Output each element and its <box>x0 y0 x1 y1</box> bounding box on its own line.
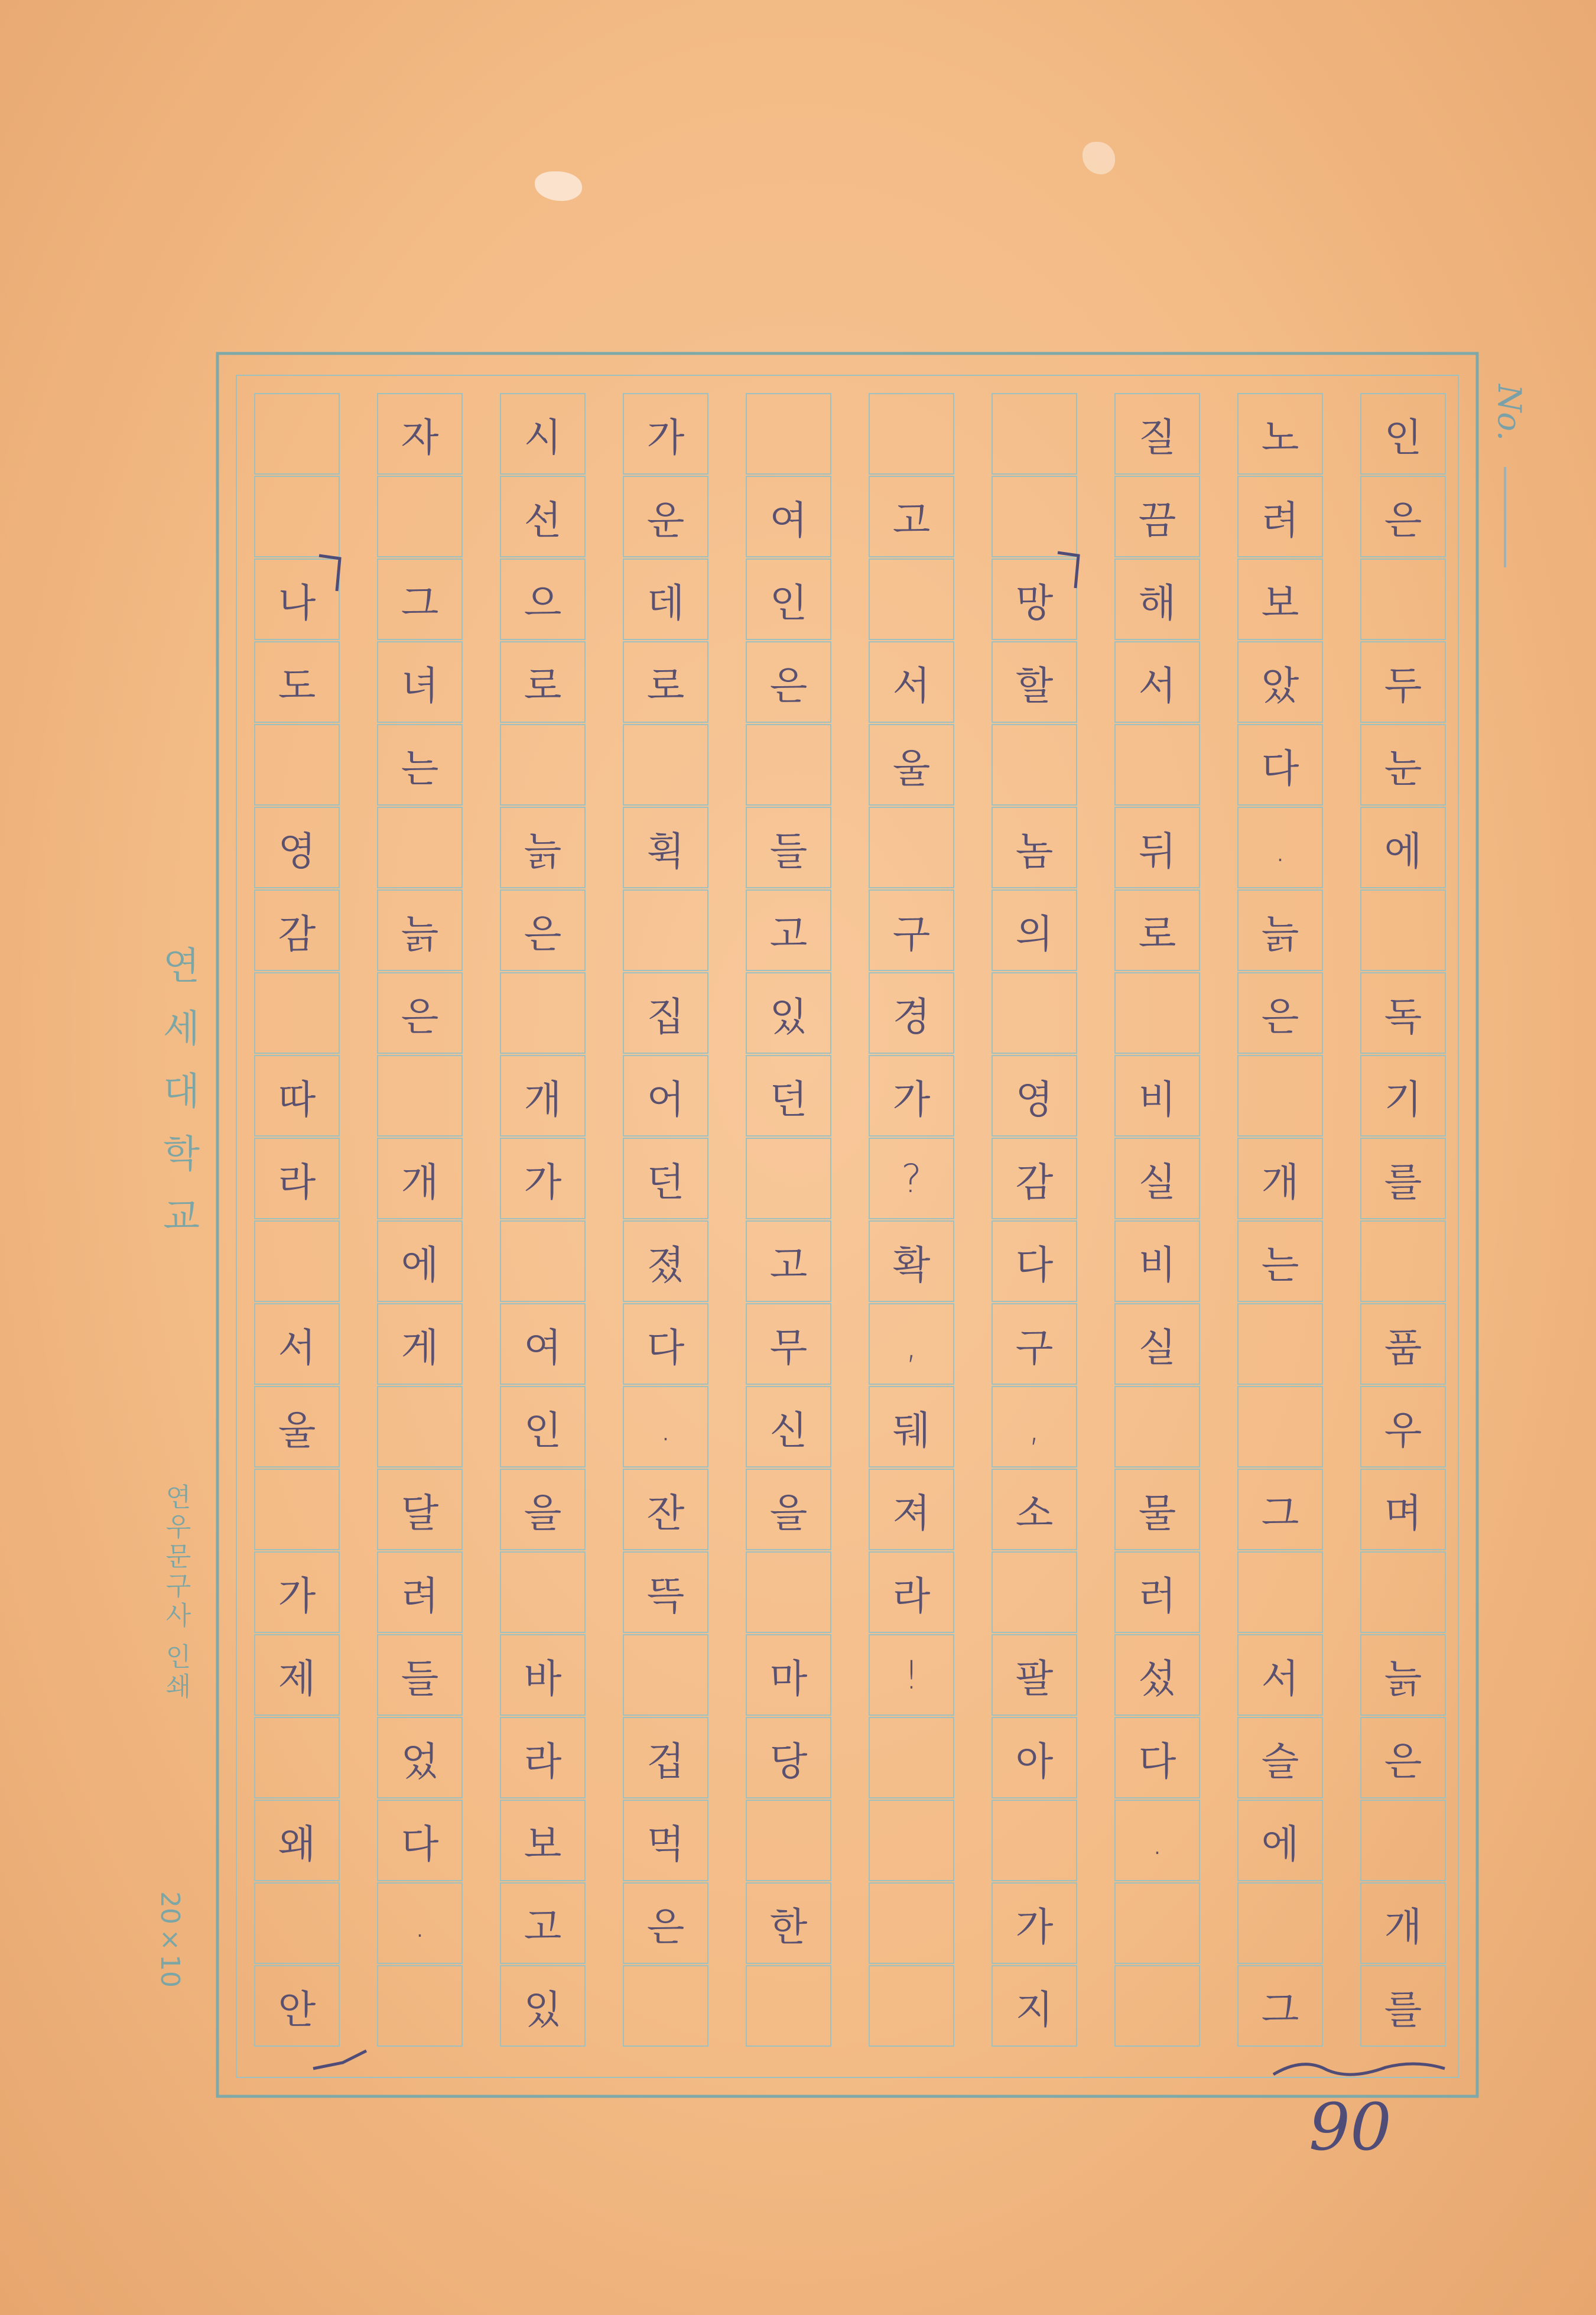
manuscript-cell: 고 <box>869 476 954 557</box>
manuscript-cell: 들 <box>746 807 831 888</box>
manuscript-cell: 늙 <box>1237 889 1323 971</box>
manuscript-cell: 먹 <box>623 1800 708 1881</box>
paper-size-label: 20×10 <box>155 1891 185 1988</box>
manuscript-cell <box>1360 559 1446 640</box>
manuscript-cell <box>869 559 954 640</box>
manuscript-cell: . <box>1114 1800 1200 1881</box>
manuscript-cell: 해 <box>1114 559 1200 640</box>
manuscript-cell: 비 <box>1114 1055 1200 1137</box>
manuscript-cell: 시 <box>500 393 586 475</box>
manuscript-cell: 가 <box>623 393 708 475</box>
manuscript-cell <box>746 1800 831 1881</box>
manuscript-cell <box>623 1634 708 1716</box>
manuscript-cell: 늙 <box>377 889 463 971</box>
manuscript-cell: 노 <box>1237 393 1323 475</box>
manuscript-cell: 제 <box>254 1634 340 1716</box>
manuscript-cell: 가 <box>992 1882 1077 1964</box>
manuscript-cell <box>746 1551 831 1633</box>
manuscript-cell: 도 <box>254 641 340 723</box>
manuscript-cell <box>1114 1965 1200 2047</box>
manuscript-cell: 실 <box>1114 1303 1200 1385</box>
manuscript-cell: 그 <box>377 559 463 640</box>
manuscript-cell: 기 <box>1360 1055 1446 1137</box>
manuscript-cell: 그 <box>1237 1469 1323 1550</box>
manuscript-cell <box>377 807 463 888</box>
manuscript-column <box>1360 393 1447 2051</box>
manuscript-cell: 울 <box>869 724 954 806</box>
manuscript-cell <box>992 724 1077 806</box>
manuscript-cell: 로 <box>623 641 708 723</box>
manuscript-cell: 망 <box>992 559 1077 640</box>
manuscript-cell: 에 <box>377 1220 463 1302</box>
insertion-mark-icon <box>313 550 349 597</box>
manuscript-cell: 보 <box>1237 559 1323 640</box>
manuscript-cell <box>1237 1882 1323 1964</box>
manuscript-cell <box>623 889 708 971</box>
manuscript-cell: 로 <box>500 641 586 723</box>
manuscript-cell: 은 <box>500 889 586 971</box>
manuscript-cell <box>500 1220 586 1302</box>
manuscript-cell: 뒤 <box>1114 807 1200 888</box>
manuscript-cell: 서 <box>254 1303 340 1385</box>
manuscript-cell: 던 <box>746 1055 831 1137</box>
manuscript-cell: 비 <box>1114 1220 1200 1302</box>
manuscript-cell <box>1237 1303 1323 1385</box>
manuscript-cell <box>254 1882 340 1964</box>
manuscript-cell: 다 <box>1114 1717 1200 1798</box>
manuscript-cell: ? <box>869 1138 954 1219</box>
manuscript-cell: 왜 <box>254 1800 340 1881</box>
manuscript-cell: 할 <box>992 641 1077 723</box>
manuscript-cell: 당 <box>746 1717 831 1798</box>
manuscript-cell: 개 <box>377 1138 463 1219</box>
paper-tear-mark <box>535 171 582 201</box>
manuscript-cell: 개 <box>500 1055 586 1137</box>
manuscript-cell: 서 <box>1237 1634 1323 1716</box>
manuscript-cell: 여 <box>500 1303 586 1385</box>
manuscript-cell: 져 <box>869 1469 954 1550</box>
manuscript-cell <box>869 1965 954 2047</box>
edit-mark-icon <box>307 2039 378 2074</box>
manuscript-cell <box>992 1800 1077 1881</box>
manuscript-cell: 구 <box>992 1303 1077 1385</box>
manuscript-cell: , <box>869 1303 954 1385</box>
manuscript-cell: 로 <box>1114 889 1200 971</box>
page-no-line <box>1504 467 1506 567</box>
manuscript-cell: 은 <box>1360 476 1446 557</box>
printer-credit: 연우문구사 인쇄 <box>161 1483 191 1702</box>
manuscript-cell: 지 <box>992 1965 1077 2047</box>
edit-mark-icon <box>1267 2033 1457 2086</box>
manuscript-cell <box>377 1386 463 1467</box>
manuscript-cell: ! <box>869 1634 954 1716</box>
manuscript-cell: . <box>377 1882 463 1964</box>
manuscript-cell: , <box>992 1386 1077 1467</box>
manuscript-cell: 안 <box>254 1965 340 2047</box>
manuscript-cell: 서 <box>869 641 954 723</box>
manuscript-cell <box>254 1220 340 1302</box>
manuscript-cell: 영 <box>254 807 340 888</box>
manuscript-cell: 경 <box>869 972 954 1054</box>
insertion-mark-icon <box>1052 547 1087 594</box>
manuscript-cell <box>500 1551 586 1633</box>
manuscript-cell: 뒈 <box>869 1386 954 1467</box>
manuscript-cell <box>746 1138 831 1219</box>
manuscript-column <box>1237 393 1324 2051</box>
manuscript-cell: 있 <box>500 1965 586 2047</box>
manuscript-cell: 던 <box>623 1138 708 1219</box>
manuscript-cell <box>254 972 340 1054</box>
manuscript-cell: 겁 <box>623 1717 708 1798</box>
manuscript-cell: 다 <box>992 1220 1077 1302</box>
manuscript-cell <box>1360 1800 1446 1881</box>
manuscript-cell: 서 <box>1114 641 1200 723</box>
manuscript-cell: 은 <box>746 641 831 723</box>
manuscript-cell: 질 <box>1114 393 1200 475</box>
manuscript-cell <box>1114 1882 1200 1964</box>
manuscript-cell: 는 <box>377 724 463 806</box>
manuscript-cell: 늙 <box>500 807 586 888</box>
manuscript-cell: 려 <box>1237 476 1323 557</box>
manuscript-cell: 고 <box>500 1882 586 1964</box>
manuscript-cell: 마 <box>746 1634 831 1716</box>
manuscript-cell: 보 <box>500 1800 586 1881</box>
manuscript-cell: 다 <box>377 1800 463 1881</box>
manuscript-cell: 나 <box>254 559 340 640</box>
manuscript-cell <box>1237 1551 1323 1633</box>
manuscript-cell <box>869 807 954 888</box>
manuscript-cell: 며 <box>1360 1469 1446 1550</box>
manuscript-cell: 고 <box>746 1220 831 1302</box>
manuscript-cell <box>1360 1551 1446 1633</box>
manuscript-cell: 놈 <box>992 807 1077 888</box>
manuscript-cell: 게 <box>377 1303 463 1385</box>
paper-tear-mark <box>1083 142 1115 174</box>
manuscript-cell: 실 <box>1114 1138 1200 1219</box>
manuscript-cell: 인 <box>500 1386 586 1467</box>
manuscript-cell: 한 <box>746 1882 831 1964</box>
manuscript-cell <box>869 1800 954 1881</box>
manuscript-column <box>254 393 341 2051</box>
manuscript-cell: 집 <box>623 972 708 1054</box>
manuscript-cell: 으 <box>500 559 586 640</box>
manuscript-cell <box>1114 972 1200 1054</box>
manuscript-cell: 팔 <box>992 1634 1077 1716</box>
manuscript-cell: 고 <box>746 889 831 971</box>
manuscript-cell <box>623 724 708 806</box>
manuscript-cell: 운 <box>623 476 708 557</box>
manuscript-cell <box>1114 724 1200 806</box>
manuscript-cell <box>746 724 831 806</box>
manuscript-cell: 는 <box>1237 1220 1323 1302</box>
manuscript-cell: 았 <box>1237 641 1323 723</box>
manuscript-cell: 라 <box>500 1717 586 1798</box>
manuscript-cell <box>254 1717 340 1798</box>
manuscript-cell: 품 <box>1360 1303 1446 1385</box>
manuscript-cell: 바 <box>500 1634 586 1716</box>
manuscript-cell: 가 <box>869 1055 954 1137</box>
manuscript-cell: 우 <box>1360 1386 1446 1467</box>
manuscript-cell: 구 <box>869 889 954 971</box>
manuscript-cell: 아 <box>992 1717 1077 1798</box>
manuscript-cell: 그 <box>1237 1965 1323 2047</box>
manuscript-cell <box>254 1469 340 1550</box>
manuscript-cell <box>377 1965 463 2047</box>
manuscript-cell: 슬 <box>1237 1717 1323 1798</box>
school-name: 연세대학교 <box>156 946 200 1259</box>
manuscript-cell <box>1360 1220 1446 1302</box>
manuscript-cell: 따 <box>254 1055 340 1137</box>
manuscript-cell: 가 <box>254 1551 340 1633</box>
manuscript-cell <box>623 1965 708 2047</box>
manuscript-cell: 어 <box>623 1055 708 1137</box>
manuscript-column <box>1114 393 1201 2051</box>
manuscript-cell: 다 <box>623 1303 708 1385</box>
manuscript-cell <box>254 393 340 475</box>
manuscript-cell <box>992 393 1077 475</box>
manuscript-cell: 은 <box>1237 972 1323 1054</box>
manuscript-cell <box>746 1965 831 2047</box>
manuscript-cell: 신 <box>746 1386 831 1467</box>
manuscript-cell: 선 <box>500 476 586 557</box>
manuscript-cell: 라 <box>254 1138 340 1219</box>
manuscript-cell: 자 <box>377 393 463 475</box>
manuscript-cell <box>377 476 463 557</box>
manuscript-column <box>869 393 955 2051</box>
manuscript-cell <box>377 1055 463 1137</box>
manuscript-cell <box>254 724 340 806</box>
manuscript-cell <box>1237 1055 1323 1137</box>
manuscript-cell: 졌 <box>623 1220 708 1302</box>
manuscript-cell: 를 <box>1360 1138 1446 1219</box>
manuscript-cell: 눈 <box>1360 724 1446 806</box>
manuscript-cell: 소 <box>992 1469 1077 1550</box>
manuscript-cell <box>869 1717 954 1798</box>
manuscript-cell: 뜩 <box>623 1551 708 1633</box>
manuscript-cell: 인 <box>1360 393 1446 475</box>
manuscript-cell: 물 <box>1114 1469 1200 1550</box>
manuscript-cell: 울 <box>254 1386 340 1467</box>
manuscript-cell: 었 <box>377 1717 463 1798</box>
manuscript-column <box>746 393 833 2051</box>
manuscript-cell: 러 <box>1114 1551 1200 1633</box>
manuscript-cell: 려 <box>377 1551 463 1633</box>
manuscript-cell: 은 <box>377 972 463 1054</box>
manuscript-cell: 은 <box>1360 1717 1446 1798</box>
manuscript-cell <box>992 476 1077 557</box>
manuscript-column <box>623 393 710 2051</box>
manuscript-cell: 개 <box>1237 1138 1323 1219</box>
manuscript-cell: 감 <box>254 889 340 971</box>
manuscript-cell: 은 <box>623 1882 708 1964</box>
manuscript-cell: 여 <box>746 476 831 557</box>
manuscript-cell: 가 <box>500 1138 586 1219</box>
page-number: 90 <box>1309 2089 1392 2165</box>
manuscript-cell: 을 <box>500 1469 586 1550</box>
manuscript-cell: 휙 <box>623 807 708 888</box>
manuscript-cell: 늙 <box>1360 1634 1446 1716</box>
manuscript-column <box>500 393 587 2051</box>
manuscript-cell: 들 <box>377 1634 463 1716</box>
manuscript-cell: . <box>1237 807 1323 888</box>
manuscript-cell <box>992 1551 1077 1633</box>
manuscript-cell: . <box>623 1386 708 1467</box>
manuscript-cell: 잔 <box>623 1469 708 1550</box>
manuscript-cell <box>1360 889 1446 971</box>
manuscript-cell <box>254 476 340 557</box>
manuscript-cell: 다 <box>1237 724 1323 806</box>
manuscript-cell: 영 <box>992 1055 1077 1137</box>
manuscript-cell: 개 <box>1360 1882 1446 1964</box>
manuscript-cell <box>500 972 586 1054</box>
manuscript-cell: 데 <box>623 559 708 640</box>
manuscript-cell: 에 <box>1360 807 1446 888</box>
manuscript-cell: 를 <box>1360 1965 1446 2047</box>
manuscript-cell: 감 <box>992 1138 1077 1219</box>
manuscript-cell <box>746 393 831 475</box>
manuscript-cell: 의 <box>992 889 1077 971</box>
manuscript-cell <box>1237 1386 1323 1467</box>
manuscript-cell: 무 <box>746 1303 831 1385</box>
manuscript-column <box>992 393 1078 2051</box>
manuscript-cell <box>500 724 586 806</box>
manuscript-cell: 라 <box>869 1551 954 1633</box>
manuscript-cell: 인 <box>746 559 831 640</box>
manuscript-cell: 끔 <box>1114 476 1200 557</box>
manuscript-cell <box>1114 1386 1200 1467</box>
manuscript-cell: 있 <box>746 972 831 1054</box>
manuscript-cell <box>869 1882 954 1964</box>
manuscript-cell <box>992 972 1077 1054</box>
manuscript-cell: 녀 <box>377 641 463 723</box>
manuscript-cell: 확 <box>869 1220 954 1302</box>
page-no-text: No. <box>1491 384 1528 441</box>
manuscript-cell: 을 <box>746 1469 831 1550</box>
manuscript-cell: 에 <box>1237 1800 1323 1881</box>
manuscript-cell: 독 <box>1360 972 1446 1054</box>
manuscript-cell: 달 <box>377 1469 463 1550</box>
manuscript-cell: 섰 <box>1114 1634 1200 1716</box>
manuscript-cell: 두 <box>1360 641 1446 723</box>
manuscript-column <box>377 393 464 2051</box>
manuscript-cell <box>869 393 954 475</box>
